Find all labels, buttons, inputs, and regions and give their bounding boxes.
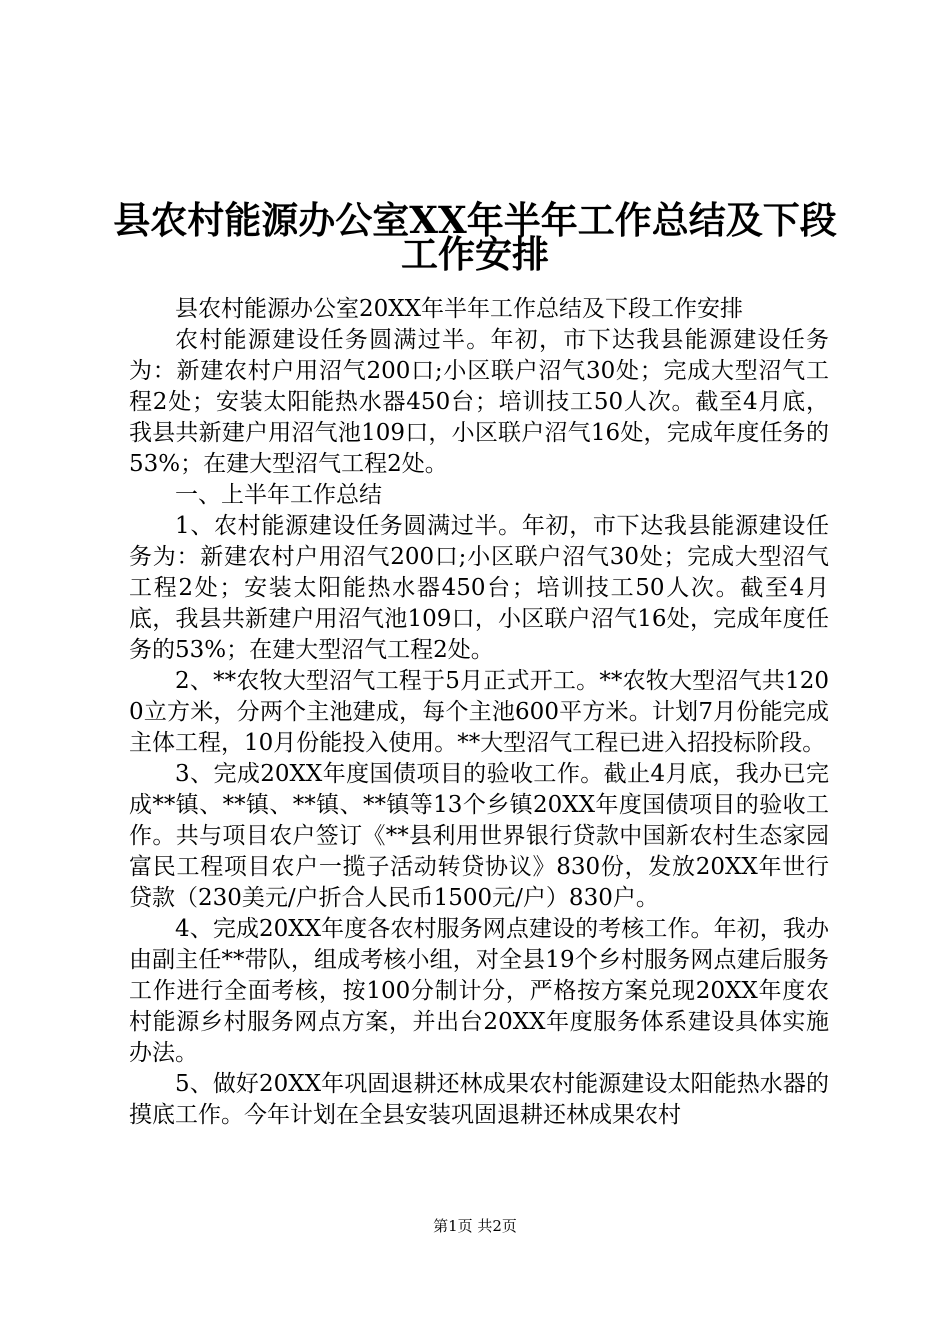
paragraph-item-2: 2、**农牧大型沼气工程于5月正式开工。**农牧大型沼气共1200立方米，分两个主池建成，每个主池600平方米。计划7月份能完成主体工程，10月份能投入使用。**大型沼气工程已进入招投标阶段。 xyxy=(129,668,829,756)
page-footer: 第1页 共2页 xyxy=(433,1217,517,1235)
document-title-line-2: 工作安排 xyxy=(401,232,549,276)
paragraph-item-1: 1、农村能源建设任务圆满过半。年初，市下达我县能源建设任务为：新建农村户用沼气200口;小区联户沼气30处；完成大型沼气工程2处；安装太阳能热水器450台；培训技工50人次。截至4月底，我县共新建户用沼气池109口，小区联户沼气16处，完成年度任务的53%；在建大型沼气工程2处。 xyxy=(129,513,829,663)
paragraph-heading-repeat: 县农村能源办公室20XX年半年工作总结及下段工作安排 xyxy=(175,296,744,322)
paragraph-item-3: 3、完成20XX年度国债项目的验收工作。截止4月底，我办已完成**镇、**镇、**镇、**镇等13个乡镇20XX年度国债项目的验收工作。共与项目农户签订《**县利用世界银行贷款中国新农村生态家园富民工程项目农户一揽子活动转贷协议》830份，发放20XX年世行贷款（230美元/户折合人民币1500元/户）830户。 xyxy=(129,761,829,911)
paragraph-intro: 农村能源建设任务圆满过半。年初，市下达我县能源建设任务为：新建农村户用沼气200口;小区联户沼气30处；完成大型沼气工程2处；安装太阳能热水器450台；培训技工50人次。截至4月底，我县共新建户用沼气池109口，小区联户沼气16处，完成年度任务的53%；在建大型沼气工程2处。 xyxy=(129,327,829,477)
section-heading: 一、上半年工作总结 xyxy=(175,482,382,508)
paragraph-item-4: 4、完成20XX年度各农村服务网点建设的考核工作。年初，我办由副主任**带队，组成考核小组，对全县19个乡村服务网点建后服务工作进行全面考核，按100分制计分，严格按方案兑现20XX年度农村能源乡村服务网点方案，并出台20XX年度服务体系建设具体实施办法。 xyxy=(129,916,829,1066)
document-title-line-1: 县农村能源办公室XX年半年工作总结及下段 xyxy=(113,198,837,242)
paragraph-item-5: 5、做好20XX年巩固退耕还林成果农村能源建设太阳能热水器的摸底工作。今年计划在全县安装巩固退耕还林成果农村 xyxy=(129,1071,829,1128)
document-body xyxy=(129,294,829,1131)
